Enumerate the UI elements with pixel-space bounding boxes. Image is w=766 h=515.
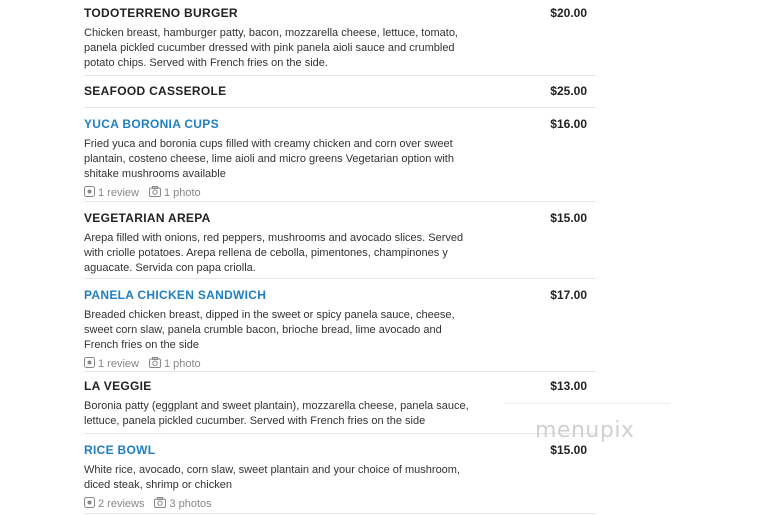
item-price: $17.00 <box>550 288 587 302</box>
reviews-link[interactable] <box>84 186 139 200</box>
item-price: $15.00 <box>550 443 587 457</box>
photos-link[interactable] <box>154 497 211 511</box>
menu-item <box>84 108 596 202</box>
photos-count: 1 photo <box>163 187 201 199</box>
watermark-logo: menupix <box>535 418 635 443</box>
review-icon <box>84 357 95 371</box>
item-price: $16.00 <box>550 117 587 131</box>
camera-icon <box>154 497 166 511</box>
reviews-link[interactable] <box>84 497 144 511</box>
menu-item <box>84 76 596 108</box>
reviews-count: 2 reviews <box>98 498 145 510</box>
item-description: Arepa filled with onions, red peppers, mushrooms and avocado slices. Served with criolle potatoes. Arepa rellena de cebolla, pimentones, champinones y aguacate. Servida con papa criolla. <box>84 232 464 274</box>
item-name: TODOTERRENO BURGER <box>84 6 238 20</box>
photos-count: 1 photo <box>163 358 201 370</box>
item-description: Chicken breast, hamburger patty, bacon, mozzarella cheese, lettuce, tomato, panela pickled cucumber dressed with pink panela aioli sauce and crumbled potato chips. Served with French fries on the side. <box>84 27 458 69</box>
item-name: VEGETARIAN AREPA <box>84 211 211 225</box>
item-price: $15.00 <box>550 211 587 225</box>
item-description: White rice, avocado, corn slaw, sweet plantain and your choice of mushroom, diced steak, shrimp or chicken <box>84 464 461 491</box>
menu-list <box>84 0 596 514</box>
item-description: Fried yuca and boronia cups filled with creamy chicken and corn over sweet plantain, costeno cheese, lime aioli and micro greens Vegetarian option with shitake mushrooms available <box>84 138 454 180</box>
item-name-link[interactable]: PANELA CHICKEN SANDWICH <box>84 288 267 302</box>
reviews-count: 1 review <box>98 187 139 199</box>
photos-link[interactable] <box>149 357 201 371</box>
item-description: Boronia patty (eggplant and sweet plantain), mozzarella cheese, panela sauce, lettuce, panela pickled cucumber. Served with French fries on the side <box>84 400 469 427</box>
item-description: Breaded chicken breast, dipped in the sweet or spicy panela sauce, cheese, sweet corn slaw, panela crumble bacon, brioche bread, lime avocado and French fries on the side <box>84 309 455 351</box>
photos-count: 3 photos <box>169 498 212 510</box>
menu-item <box>84 434 596 514</box>
item-name: LA VEGGIE <box>84 379 152 393</box>
review-icon <box>84 497 95 511</box>
item-name-link[interactable]: RICE BOWL <box>84 443 156 457</box>
watermark-divider <box>505 403 670 404</box>
item-name-link[interactable]: YUCA BORONIA CUPS <box>84 117 219 131</box>
photos-link[interactable] <box>149 186 201 200</box>
item-meta <box>84 497 596 511</box>
menu-item <box>84 0 596 76</box>
menu-item <box>84 202 596 279</box>
item-meta <box>84 186 596 200</box>
camera-icon <box>149 186 161 200</box>
item-price: $13.00 <box>550 379 587 393</box>
menu-item <box>84 279 596 372</box>
item-meta <box>84 357 596 371</box>
camera-icon <box>149 357 161 371</box>
item-price: $25.00 <box>550 84 587 98</box>
reviews-link[interactable] <box>84 357 139 371</box>
reviews-count: 1 review <box>98 358 139 370</box>
item-name: SEAFOOD CASSEROLE <box>84 84 227 98</box>
item-price: $20.00 <box>550 6 587 20</box>
review-icon <box>84 186 95 200</box>
